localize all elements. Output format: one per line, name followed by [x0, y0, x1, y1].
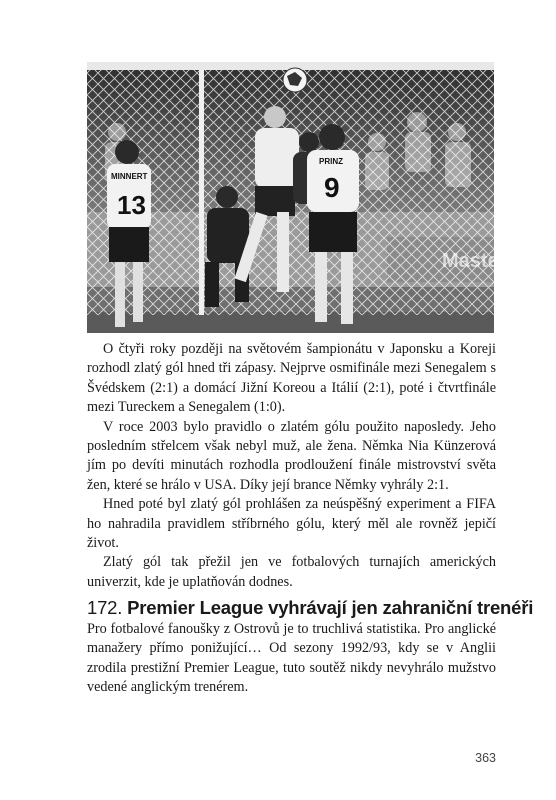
section-body: Pro fotbalové fanoušky z Ostrovů je to truchlivá statistika. Pro anglické manažery přímo ponižující… Od sezony 1992/93, kdy se v Anglii zrodila prestižní Premier League, tuto soutěž nikdy nevyhrálo mužstvo vedené anglickým trenérem.: [87, 621, 496, 696]
jersey-number: 9: [324, 172, 340, 203]
section-number: 172.: [87, 597, 123, 618]
section-heading: [87, 597, 534, 619]
jersey-name: PRINZ: [319, 157, 343, 166]
jersey-number: 13: [117, 190, 146, 220]
soccer-photo: [87, 62, 494, 333]
paragraph: Hned poté byl zlatý gól prohlášen za neúspěšný experiment a FIFA ho nahradila pravidlem stříbrného gólu, který měl ale rovněž jepičí život.: [87, 496, 496, 552]
page-number: 363: [475, 751, 496, 765]
jersey-name: MINNERT: [111, 172, 148, 181]
paragraph: Zlatý gól tak přežil jen ve fotbalových turnajích amerických univerzit, kde je uplatňován dodnes.: [87, 554, 496, 590]
article-text-bottom: [87, 620, 496, 698]
paragraph: O čtyři roky později na světovém šampionátu v Japonsku a Koreji rozhodl zlatý gól hned tři zápasy. Nejprve osmifinále mezi Senegalem s Švédskem (2:1) a domácí Jižní Koreou a Itálií (2:1), poté i čtvrtfinále mezi Tureckem a Senegalem (1:0).: [87, 341, 496, 416]
section-title: Premier League vyhrávají jen zahraniční trenéři: [127, 597, 534, 618]
paragraph: V roce 2003 bylo pravidlo o zlatém gólu použito naposledy. Jeho posledním střelcem však nebyl muž, ale žena. Němka Nia Künzerová jím po devíti minutách rozhodla prodloužení finále mistrovství světa žen, které se hrálo v USA. Díky její brance Němky vyhrály 2:1.: [87, 418, 496, 493]
article-text-top: [87, 340, 496, 592]
